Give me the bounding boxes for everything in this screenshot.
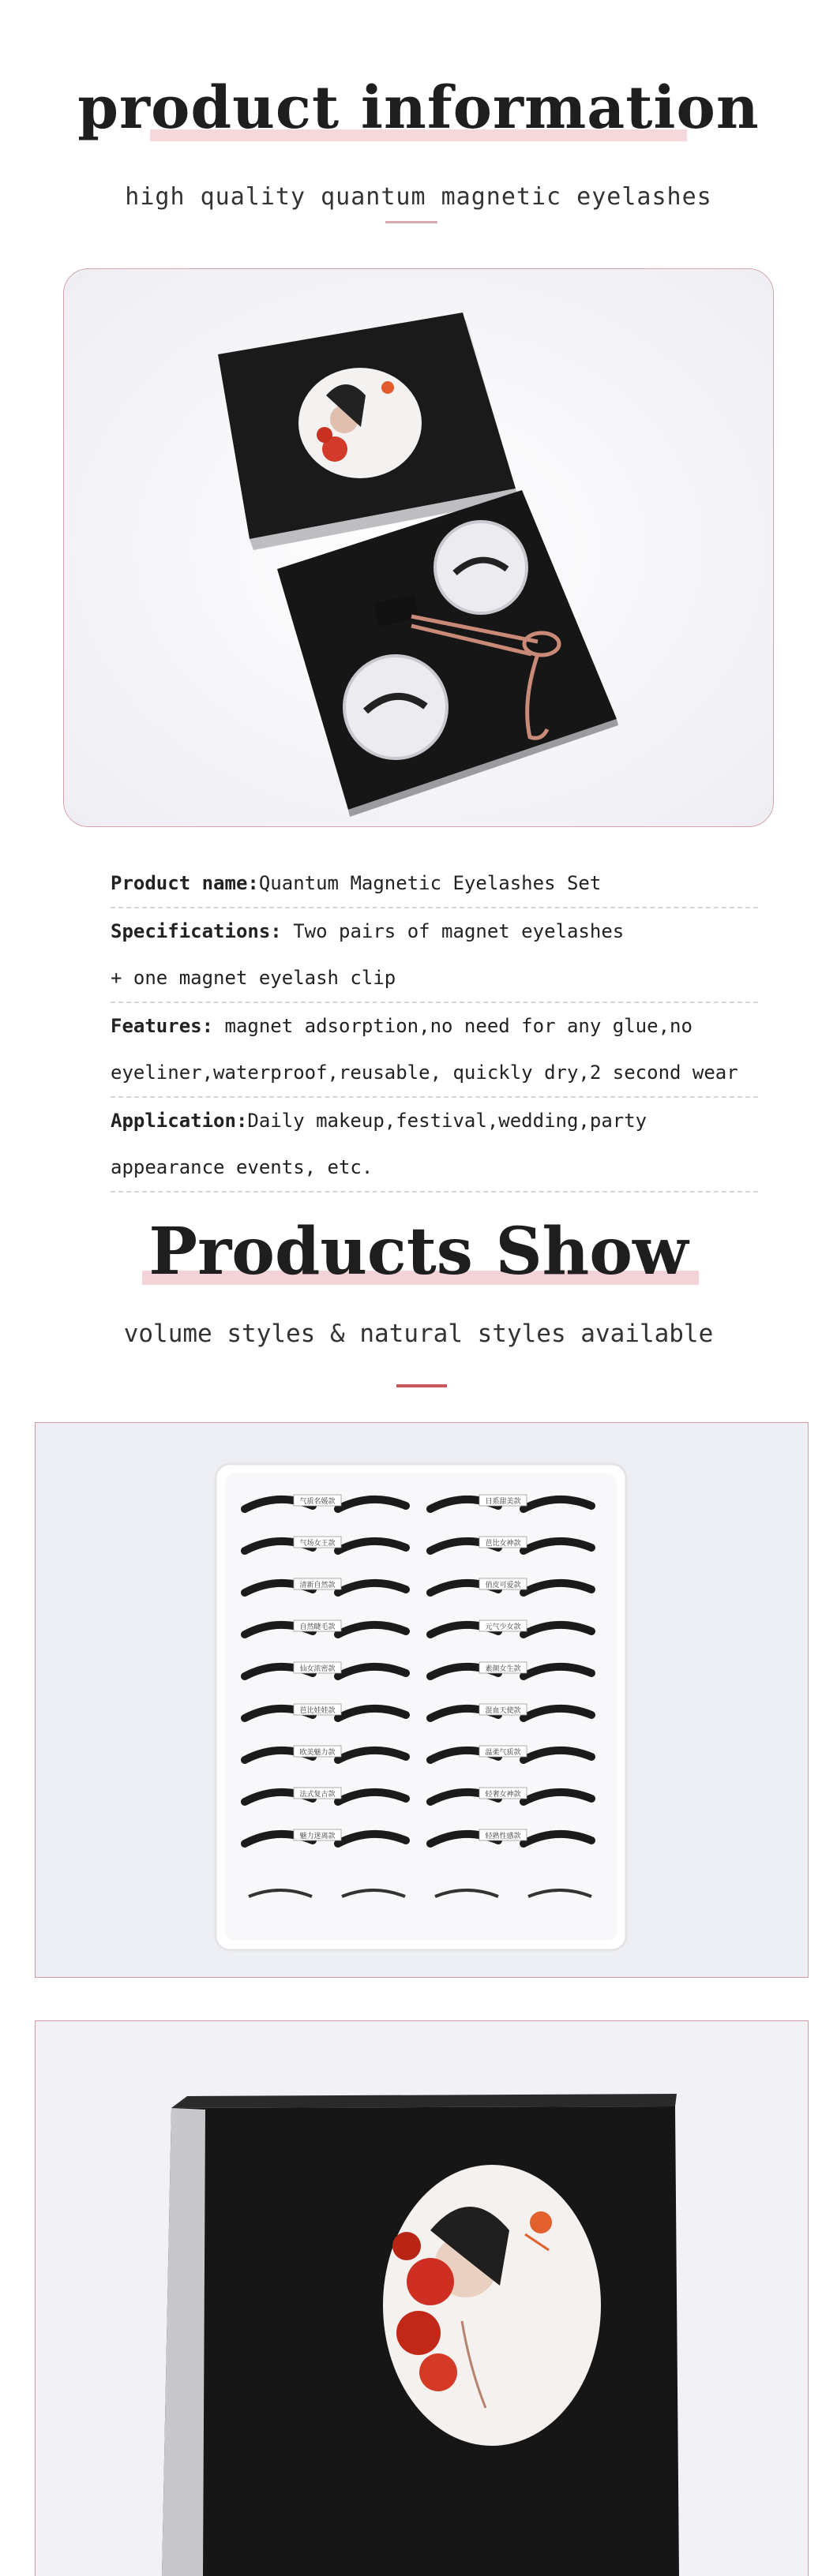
lash-style-label: 魅力迷离款 <box>299 1833 336 1840</box>
lash-style-label: 气质名媛款 <box>299 1498 336 1506</box>
page-title: product information <box>77 74 760 142</box>
lash-style-label: 温柔气质款 <box>485 1749 521 1757</box>
product-image-card <box>63 268 774 827</box>
lash-style-label: 混血天使款 <box>485 1707 521 1715</box>
lash-style-label: 素颜女生款 <box>485 1665 521 1673</box>
spec-label: Application: <box>111 1110 248 1132</box>
lash-style-label: 轻熟性感款 <box>485 1833 521 1840</box>
spec-value: magnet adsorption,no need for any glue,no <box>213 1015 692 1037</box>
spec-row <box>111 955 758 1003</box>
gift-box-svg <box>36 2021 808 2576</box>
eyelash-set-image <box>64 269 773 826</box>
lash-style-label: 法式复古款 <box>299 1791 336 1799</box>
product-specs <box>111 860 758 1193</box>
show-divider <box>396 1384 447 1387</box>
spec-value: Quantum Magnetic Eyelashes Set <box>258 872 602 894</box>
spec-row <box>111 1050 758 1098</box>
gift-box-image <box>35 2020 809 2576</box>
spec-row <box>111 860 758 908</box>
spec-row <box>111 1144 758 1193</box>
show-subtitle: volume styles & natural styles available <box>123 1320 714 1348</box>
lash-style-label: 自然睫毛款 <box>299 1623 336 1631</box>
spec-value: Daily makeup,festival,wedding,party <box>247 1110 647 1132</box>
spec-row <box>111 1003 758 1050</box>
lash-tray-svg <box>36 1423 808 1977</box>
spec-label: Specifications: <box>111 920 282 942</box>
spec-label: Features: <box>111 1015 214 1037</box>
lash-style-label: 轻奢女神款 <box>485 1791 521 1799</box>
lash-style-label: 清新自然款 <box>299 1582 336 1589</box>
spec-label: Product name: <box>111 872 259 894</box>
spec-row <box>111 908 758 955</box>
spec-value: appearance events, etc. <box>111 1156 373 1178</box>
lash-style-label: 日系甜美款 <box>485 1498 521 1506</box>
lash-style-label: 芭比娃娃款 <box>299 1707 336 1715</box>
spec-row <box>111 1098 758 1144</box>
show-title: Products Show <box>148 1214 689 1290</box>
spec-value: + one magnet eyelash clip <box>111 967 396 989</box>
lash-tray-image <box>35 1422 809 1978</box>
lash-style-label: 欧美魅力款 <box>299 1749 336 1757</box>
lash-style-label: 仙女浓密款 <box>299 1665 336 1673</box>
title-divider <box>385 221 437 223</box>
lash-style-label: 俏皮可爱款 <box>485 1582 521 1589</box>
lash-style-label: 气场女王款 <box>299 1540 336 1548</box>
spec-value: Two pairs of magnet eyelashes <box>281 920 625 942</box>
page-subtitle: high quality quantum magnetic eyelashes <box>125 183 712 211</box>
lash-style-label: 元气少女款 <box>485 1623 521 1631</box>
lash-style-label: 芭比女神款 <box>485 1540 521 1548</box>
spec-value: eyeliner,waterproof,reusable, quickly dry,2 second wear <box>111 1061 738 1084</box>
